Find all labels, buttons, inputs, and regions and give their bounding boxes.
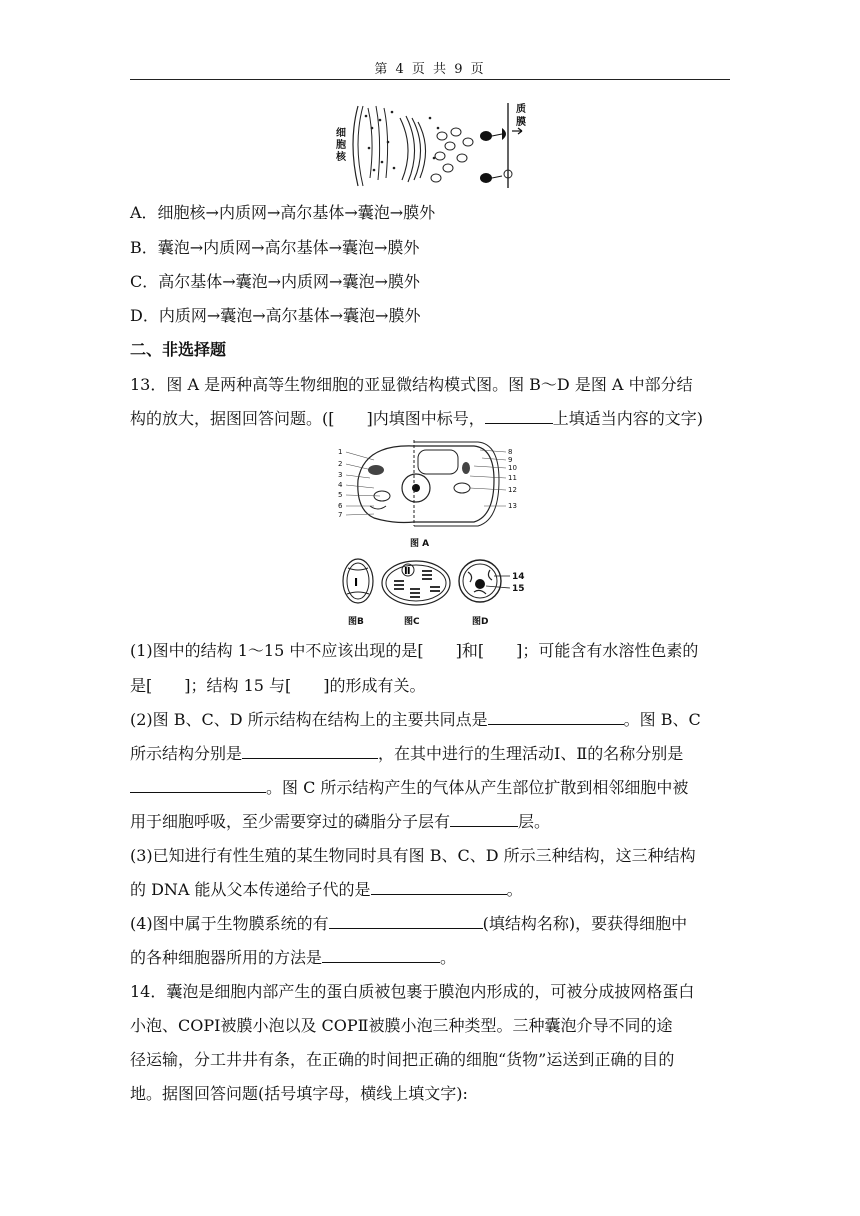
q13-p2-line1-b: 。图 B、C (623, 710, 701, 729)
fig-c-mark: Ⅱ (404, 566, 411, 577)
q13-p2-line3 (130, 778, 730, 798)
fig-a-caption: 图 A (410, 539, 430, 549)
q13-p3-line2-b: 。 (506, 880, 523, 899)
nucleus-label-1: 细 (336, 128, 346, 139)
q13-p4-line1 (130, 914, 730, 934)
cell-figure-a (334, 440, 530, 552)
fig-a-label-11: 11 (508, 474, 517, 482)
q13-p3-line2 (130, 880, 730, 900)
answer-blank[interactable] (329, 914, 483, 929)
fig-a-label-2: 2 (338, 460, 343, 468)
nucleus-label-2: 胞 (336, 140, 346, 151)
fig-a-label-13: 13 (508, 502, 517, 510)
fig-a-label-1: 1 (338, 448, 343, 456)
q12-option-c: C．高尔基体→囊泡→内质网→囊泡→膜外 (130, 272, 420, 291)
q13-p2-line2 (130, 744, 730, 764)
fig-d-label-14: 14 (512, 572, 525, 582)
q13-p4-line1-b: (填结构名称)，要获得细胞中 (482, 914, 688, 933)
q13-p2-line2-a: 所示结构分别是 (130, 744, 243, 763)
q12-option-d: D．内质网→囊泡→高尔基体→囊泡→膜外 (130, 306, 421, 325)
fig-a-label-7: 7 (338, 511, 343, 519)
nucleus-label-3: 核 (336, 152, 346, 163)
q13-stem-line2-a: 构的放大，据图回答问题。([ ]内填图中标号， (130, 409, 485, 428)
fig-d-label-15: 15 (512, 584, 525, 594)
answer-blank[interactable] (242, 744, 378, 759)
answer-blank[interactable] (450, 812, 518, 827)
q13-p1-line1: (1)图中的结构 1～15 中不应该出现的是[ ]和[ ]；可能含有水溶性色素的 (130, 641, 699, 660)
q14-line1: 14．囊泡是细胞内部产生的蛋白质被包裹于膜泡内形成的，可被分成披网格蛋白 (130, 982, 695, 1001)
q13-p2-line1 (130, 710, 730, 730)
organelle-figures-bcd (334, 554, 544, 630)
q13-p4-line2-b: 。 (440, 948, 457, 967)
answer-blank[interactable] (130, 778, 266, 793)
q13-stem-line2-b: 上填适当内容的文字) (552, 409, 703, 428)
fig-b-caption: 图B (348, 617, 364, 627)
q13-p2-line1-a: (2)图 B、C、D 所示结构在结构上的主要共同点是 (130, 710, 488, 729)
q14-line4: 地。据图回答问题(括号填字母，横线上填文字): (130, 1084, 468, 1103)
fig-d-caption: 图D (472, 617, 489, 627)
fig-a-label-12: 12 (508, 486, 517, 494)
fig-a-label-10: 10 (508, 464, 517, 472)
header-rule (130, 79, 730, 80)
membrane-label-1: 质 (516, 104, 526, 115)
fig-a-label-5: 5 (338, 491, 343, 499)
q13-p2-line4-a: 用于细胞呼吸，至少需要穿过的磷脂分子层有 (130, 812, 451, 831)
q13-p1-line2: 是[ ]；结构 15 与[ ]的形成有关。 (130, 676, 426, 695)
q13-p2-line2-b: ，在其中进行的生理活动Ⅰ、Ⅱ的名称分别是 (378, 744, 684, 763)
q12-option-a: A．细胞核→内质网→高尔基体→囊泡→膜外 (130, 203, 436, 222)
q13-p4-line2-a: 的各种细胞器所用的方法是 (130, 948, 323, 967)
answer-blank[interactable] (488, 710, 624, 725)
membrane-label-2: 膜 (516, 117, 526, 128)
page-header: 第 4 页 共 9 页 (374, 62, 486, 77)
q14-line2: 小泡、COPⅠ被膜小泡以及 COPⅡ被膜小泡三种类型。三种囊泡介导不同的途 (130, 1016, 673, 1035)
q13-stem-line1: 13．图 A 是两种高等生物细胞的亚显微结构模式图。图 B～D 是图 A 中部分结 (130, 375, 693, 394)
secretion-pathway-figure (330, 98, 540, 192)
fig-a-label-8: 8 (508, 448, 513, 456)
q13-p2-line3-b: 。图 C 所示结构产生的气体从产生部位扩散到相邻细胞中被 (266, 778, 689, 797)
fig-c-caption: 图C (404, 617, 420, 627)
q13-p2-line4-b: 层。 (518, 812, 551, 831)
q13-p3-line2-a: 的 DNA 能从父本传递给子代的是 (130, 880, 371, 899)
q12-option-b: B．囊泡→内质网→高尔基体→囊泡→膜外 (130, 238, 420, 257)
section-title: 二、非选择题 (130, 340, 227, 359)
fig-a-label-6: 6 (338, 502, 343, 510)
fig-b-mark: Ⅰ (354, 576, 359, 589)
fig-a-label-3: 3 (338, 471, 343, 479)
q13-p4-line1-a: (4)图中属于生物膜系统的有 (130, 914, 329, 933)
q13-stem-line2 (130, 409, 730, 429)
answer-blank[interactable] (485, 409, 553, 424)
fig-a-label-4: 4 (338, 481, 343, 489)
answer-blank[interactable] (371, 880, 507, 895)
q13-p2-line4 (130, 812, 730, 832)
q13-p3-line1: (3)已知进行有性生殖的某生物同时具有图 B、C、D 所示三种结构，这三种结构 (130, 846, 696, 865)
answer-blank[interactable] (322, 948, 440, 963)
q14-line3: 径运输，分工井井有条，在正确的时间把正确的细胞“货物”运送到正确的目的 (130, 1050, 675, 1069)
fig-a-label-9: 9 (508, 456, 513, 464)
q13-p4-line2 (130, 948, 730, 968)
